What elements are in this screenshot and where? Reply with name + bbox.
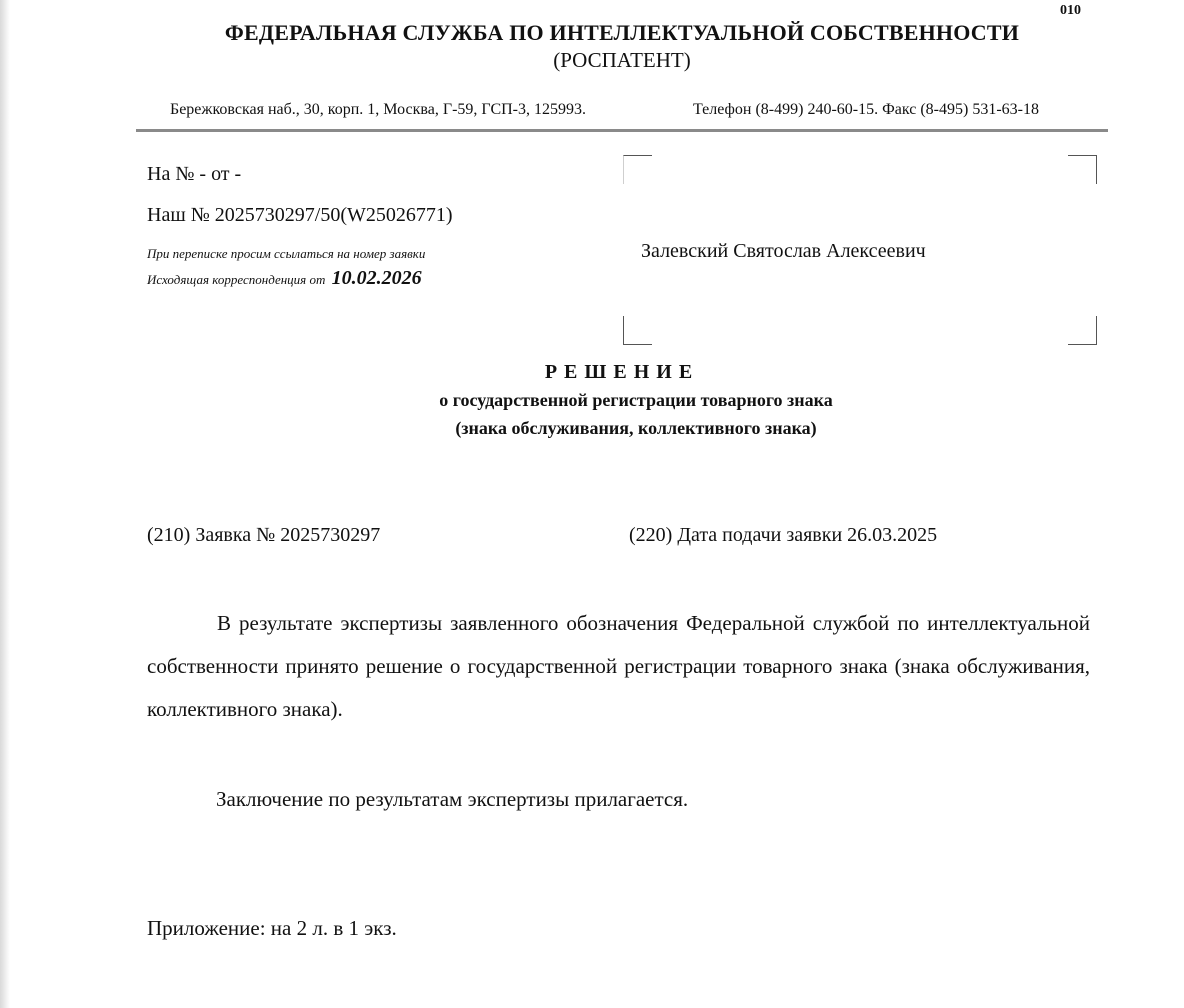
outgoing-label: Исходящая корреспонденция от (147, 272, 326, 287)
attachment-note: Приложение: на 2 л. в 1 экз. (147, 916, 397, 940)
conclusion-note: Заключение по результатам экспертизы прилагается. (216, 787, 689, 811)
address-window-corner-top-right (1068, 155, 1097, 184)
correspondence-hint: При переписке просим ссылаться на номер заявки (147, 246, 426, 261)
organization-title: ФЕДЕРАЛЬНАЯ СЛУЖБА ПО ИНТЕЛЛЕКТУАЛЬНОЙ СОБСТВЕННОСТИ (224, 20, 1020, 45)
outgoing-date: 10.02.2026 (331, 267, 422, 289)
recipient-name: Залевский Святослав Алексеевич (641, 240, 926, 262)
page-edge-shadow (0, 0, 10, 1008)
decision-subtitle: о государственной регистрации товарного знака (439, 390, 833, 410)
address-window-corner-bottom-left (623, 316, 652, 345)
application-number: (210) Заявка № 2025730297 (147, 524, 381, 546)
header-divider (136, 129, 1108, 132)
decision-body-paragraph: В результате экспертизы заявленного обозначения Федеральной службой по интеллектуальной собственности принято решение о государственной регистрации товарного знака (знака обслуживания, коллективного знака). (147, 611, 1090, 721)
organization-short-name: (РОСПАТЕНТ) (553, 48, 691, 72)
decision-title: РЕШЕНИЕ (544, 361, 700, 383)
application-filing-date: (220) Дата подачи заявки 26.03.2025 (629, 524, 938, 546)
address-window-corner-bottom-right (1068, 316, 1097, 345)
our-reference-number: Наш № 2025730297/50(W25026771) (147, 204, 453, 226)
decision-subtitle-qualifier: (знака обслуживания, коллективного знака) (455, 418, 817, 438)
organization-address: Бережковская наб., 30, корп. 1, Москва, Г-59, ГСП-3, 125993. (170, 101, 587, 118)
address-window-corner-top-left (623, 155, 652, 184)
form-code: 010 (1060, 3, 1081, 18)
your-reference: На № - от - (147, 163, 242, 185)
organization-phone-fax: Телефон (8-499) 240-60-15. Факс (8-495) 531-63-18 (693, 101, 1039, 118)
outgoing-correspondence (147, 267, 422, 290)
